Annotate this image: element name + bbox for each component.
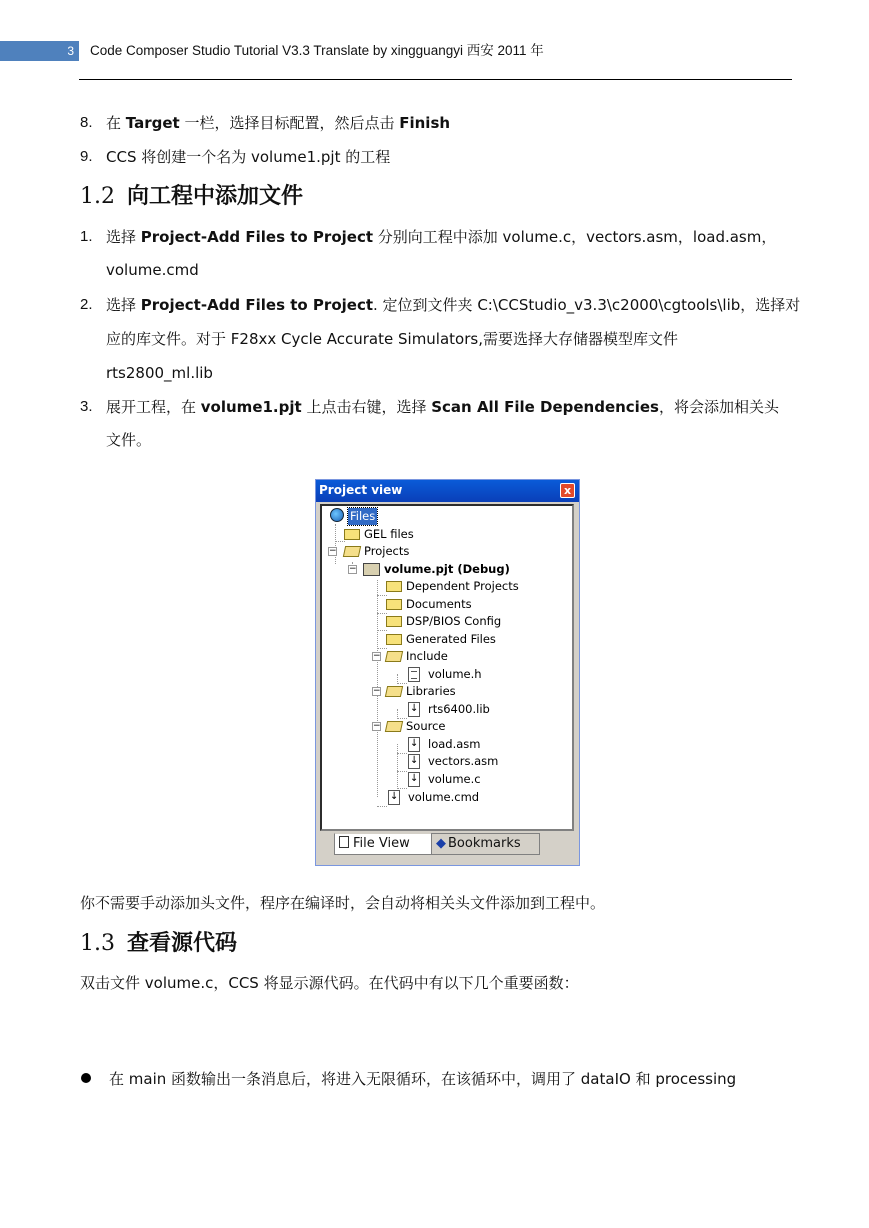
tree-item-label: volume.h xyxy=(428,667,482,681)
tree-item-include[interactable] xyxy=(372,648,572,665)
step-number: 8. xyxy=(80,114,93,131)
step-number: 9. xyxy=(80,148,93,165)
tree-item-label: volume.c xyxy=(428,772,481,786)
tree-item-label: GEL files xyxy=(364,527,414,541)
step-text-cont: 应的库文件。对于 F28xx Cycle Accurate Simulators,需要选择大存储器模型库文件 xyxy=(106,330,678,348)
tree-item-project[interactable] xyxy=(348,561,568,578)
tree-item-dependent-projects[interactable] xyxy=(386,578,576,595)
step-number: 3. xyxy=(80,398,93,415)
header-title: Code Composer Studio Tutorial V3.3 Translate by xingguangyi 西安 2011 年 xyxy=(90,43,544,58)
folder-icon xyxy=(344,529,360,540)
tree-item-label: Projects xyxy=(364,544,410,558)
step-text-cont: rts2800_ml.lib xyxy=(106,364,213,382)
tree-item-generated-files[interactable] xyxy=(386,631,576,648)
tree-item-load-asm[interactable] xyxy=(408,736,568,753)
step-text: 展开工程，在 volume1.pjt 上点击右键，选择 Scan All File Dependencies，将会添加相关头 xyxy=(106,398,779,416)
folder-open-icon xyxy=(343,546,361,557)
collapse-icon[interactable]: − xyxy=(373,721,381,731)
project-view-window xyxy=(315,479,580,866)
folder-icon xyxy=(386,599,402,610)
step-text: 在 Target 一栏，选择目标配置，然后点击 Finish xyxy=(106,114,451,132)
intro-paragraph: 双击文件 volume.c，CCS 将显示源代码。在代码中有以下几个重要函数： xyxy=(80,974,579,992)
tree-item-dspbios-config[interactable] xyxy=(386,613,576,630)
tree-item-volume-h[interactable] xyxy=(408,666,568,683)
tree-item-rts6400-lib[interactable] xyxy=(408,701,568,718)
section-heading: 1.2 向工程中添加文件 xyxy=(80,183,304,209)
library-file-icon xyxy=(408,702,420,717)
folder-icon xyxy=(386,634,402,645)
bullet-text: 在 main 函数输出一条消息后，将进入无限循环，在该循环中，调用了 dataIO 和 processing xyxy=(109,1070,737,1088)
bookmark-icon: ◆ xyxy=(436,836,446,851)
tree-item-label: DSP/BIOS Config xyxy=(406,614,502,628)
bullet-point xyxy=(81,1073,91,1083)
folder-open-icon xyxy=(385,686,403,697)
collapse-icon[interactable]: − xyxy=(373,686,381,696)
tree-item-label: Include xyxy=(406,649,448,663)
tree-item-gel-files[interactable] xyxy=(328,526,568,543)
file-view-icon xyxy=(339,836,349,848)
tree-item-label: Generated Files xyxy=(406,632,496,646)
tab-file-view[interactable]: File View xyxy=(334,833,432,855)
source-file-icon xyxy=(408,737,420,752)
tree-item-label: volume.cmd xyxy=(408,790,480,804)
tree-item-vectors-asm[interactable] xyxy=(408,753,568,770)
tree-item-label: rts6400.lib xyxy=(428,702,490,716)
step-text: 选择 Project-Add Files to Project 分别向工程中添加 volume.c，vectors.asm，load.asm， xyxy=(106,228,777,246)
header-file-icon xyxy=(408,667,420,682)
tree-item-label: load.asm xyxy=(428,737,481,751)
tree-item-source[interactable] xyxy=(372,718,572,735)
tree-item-projects[interactable] xyxy=(328,543,568,560)
tree-item-label: Source xyxy=(406,719,446,733)
header-divider xyxy=(79,79,792,80)
step-number: 1. xyxy=(80,228,93,245)
tree-item-label: vectors.asm xyxy=(428,754,499,768)
collapse-icon[interactable]: − xyxy=(349,564,357,574)
project-view-titlebar xyxy=(316,480,579,502)
step-number: 2. xyxy=(80,296,93,313)
folder-icon xyxy=(386,581,402,592)
collapse-icon[interactable]: − xyxy=(329,546,337,556)
close-icon[interactable]: x xyxy=(560,483,575,498)
tree-item-documents[interactable] xyxy=(386,596,576,613)
project-view-title: Project view xyxy=(319,483,403,497)
note-paragraph: 你不需要手动添加头文件，程序在编译时，会自动将相关头文件添加到工程中。 xyxy=(80,894,606,912)
section-heading: 1.3 查看源代码 xyxy=(80,930,238,956)
tree-item-volume-cmd[interactable] xyxy=(388,789,568,806)
tree-item-files[interactable] xyxy=(328,508,568,525)
step-text: 选择 Project-Add Files to Project. 定位到文件夹 C:\CCStudio_v3.3\c2000\cgtools\lib，选择对 xyxy=(106,296,801,314)
project-icon xyxy=(363,563,380,576)
page-number: 3 xyxy=(67,44,74,58)
step-text-cont: 文件。 xyxy=(106,431,152,449)
tree-item-label: Documents xyxy=(406,597,472,611)
folder-open-icon xyxy=(385,721,403,732)
step-text-cont: volume.cmd xyxy=(106,261,199,279)
folder-icon xyxy=(386,616,402,627)
tree-item-libraries[interactable] xyxy=(372,683,572,700)
source-file-icon xyxy=(408,754,420,769)
globe-icon xyxy=(330,508,344,522)
tree-item-volume-c[interactable] xyxy=(408,771,568,788)
source-file-icon xyxy=(408,772,420,787)
tree-item-label: Dependent Projects xyxy=(406,579,519,593)
command-file-icon xyxy=(388,790,400,805)
folder-open-icon xyxy=(385,651,403,662)
tree-item-label: Files xyxy=(350,509,376,523)
collapse-icon[interactable]: − xyxy=(373,651,381,661)
tree-item-label: volume.pjt (Debug) xyxy=(384,562,510,576)
project-tree xyxy=(320,504,574,831)
tree-item-label: Libraries xyxy=(406,684,456,698)
step-text: CCS 将创建一个名为 volume1.pjt 的工程 xyxy=(106,148,391,166)
tab-bookmarks[interactable]: ◆ Bookmarks xyxy=(431,833,540,855)
